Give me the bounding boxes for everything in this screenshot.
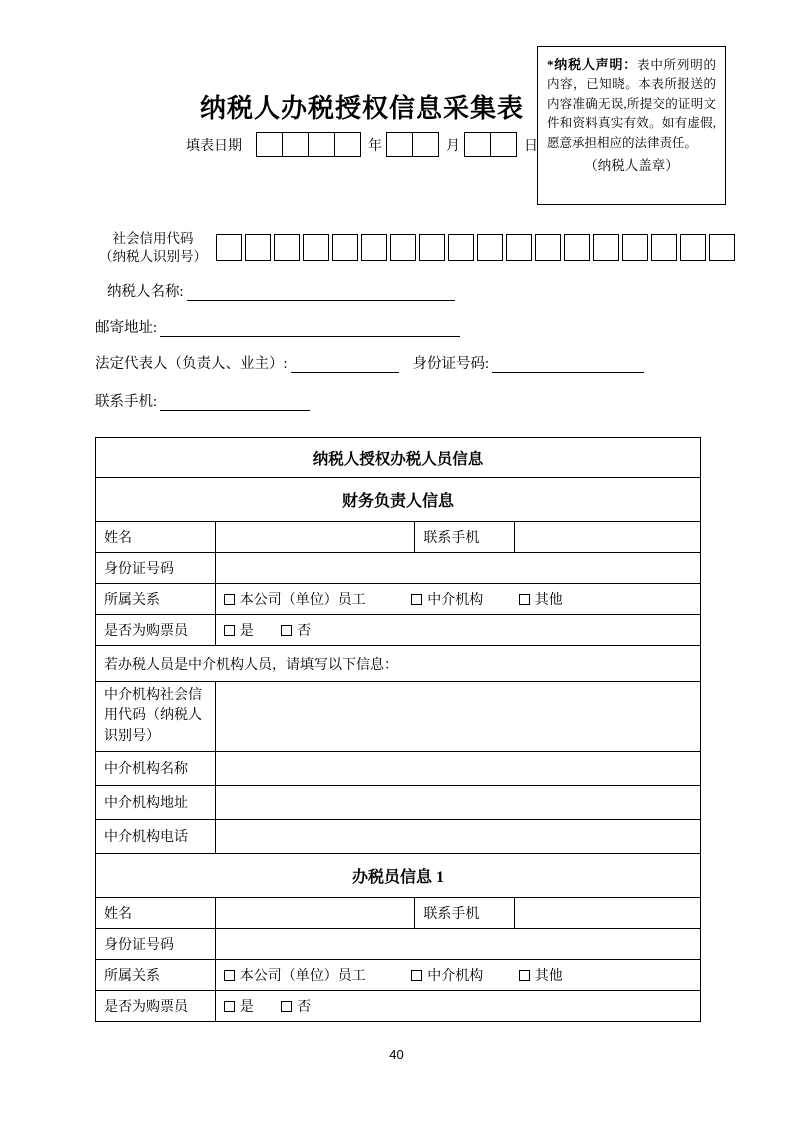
- checkbox-icon[interactable]: [281, 1001, 292, 1012]
- checkbox-icon[interactable]: [519, 594, 530, 605]
- mailing-address-field: [95, 316, 460, 337]
- table-title: 纳税人授权办税人员信息: [96, 438, 701, 478]
- option-label: 否: [297, 624, 312, 639]
- checkbox-icon[interactable]: [224, 970, 235, 981]
- finance-ticket-option-yes[interactable]: [224, 620, 254, 640]
- legal-representative-input-line[interactable]: [291, 356, 399, 373]
- checkbox-icon[interactable]: [411, 594, 422, 605]
- option-label: 本公司（单位）员工: [239, 968, 366, 984]
- credit-code-label-line2: （纳税人识别号）: [99, 248, 207, 264]
- agency-phone-row: [96, 819, 701, 853]
- option-label: 是: [239, 999, 254, 1015]
- clerk-relation-option-employee[interactable]: [224, 965, 366, 985]
- month-unit-label: 月: [446, 138, 460, 154]
- option-label: 本公司（单位）员工: [239, 593, 366, 608]
- agency-code-value-cell[interactable]: [215, 682, 700, 752]
- mailing-address-input-line[interactable]: [160, 320, 460, 337]
- taxpayer-declaration-box: [537, 46, 726, 205]
- agency-code-label: 中介机构社会信用代码（纳税人识别号）: [96, 682, 216, 752]
- mailing-address-label: 邮寄地址:: [95, 320, 158, 336]
- option-label: 否: [297, 999, 312, 1015]
- finance-section-header: 财务负责人信息: [96, 478, 701, 522]
- finance-id-value-cell[interactable]: [215, 553, 700, 584]
- taxpayer-name-label: 纳税人名称:: [107, 284, 184, 300]
- finance-section-header-row: [96, 478, 701, 522]
- taxpayer-name-field: [107, 280, 455, 301]
- id-number-input-line[interactable]: [492, 356, 644, 373]
- clerk-name-phone-row: [96, 897, 701, 928]
- legal-representative-label: 法定代表人（负责人、业主）:: [95, 356, 288, 372]
- agency-code-row: [96, 682, 701, 752]
- credit-code-row: [95, 230, 735, 265]
- declaration-body: 表中所列明的内容，已知晓。本表所报送的内容准确无误,所提交的证明文件和资料真实有效。如有虚假,愿意承担相应的法律责任。: [547, 58, 716, 150]
- checkbox-icon[interactable]: [519, 970, 530, 981]
- agency-note-row: [96, 646, 701, 682]
- checkbox-icon[interactable]: [281, 625, 292, 636]
- clerk-relation-options-cell: [215, 959, 700, 990]
- finance-ticket-options-cell: [215, 615, 700, 646]
- day-unit-label: 日: [524, 138, 538, 154]
- taxpayer-name-input-line[interactable]: [187, 284, 455, 301]
- checkbox-icon[interactable]: [224, 1001, 235, 1012]
- year-unit-label: 年: [368, 138, 382, 154]
- id-number-label: 身份证号码:: [412, 356, 490, 372]
- checkbox-icon[interactable]: [224, 594, 235, 605]
- clerk-ticket-row: [96, 990, 701, 1021]
- agency-address-value-cell[interactable]: [215, 785, 700, 819]
- contact-phone-input-line[interactable]: [160, 394, 310, 411]
- finance-ticket-option-no[interactable]: [281, 620, 311, 640]
- finance-relation-option-other[interactable]: [519, 589, 563, 609]
- year-input-boxes[interactable]: [256, 132, 361, 157]
- finance-name-label: 姓名: [96, 522, 216, 553]
- finance-id-row: [96, 553, 701, 584]
- declaration-lead: *纳税人声明：: [547, 57, 638, 72]
- clerk-ticket-option-yes[interactable]: [224, 996, 254, 1016]
- finance-relation-options-cell: [215, 584, 700, 615]
- finance-phone-label: 联系手机: [415, 522, 515, 553]
- option-label: 是: [239, 624, 254, 639]
- agency-phone-label: 中介机构电话: [96, 819, 216, 853]
- finance-phone-value-cell[interactable]: [515, 522, 701, 553]
- checkbox-icon[interactable]: [411, 970, 422, 981]
- agency-name-label: 中介机构名称: [96, 751, 216, 785]
- fill-date-row: [186, 132, 538, 157]
- agency-address-row: [96, 785, 701, 819]
- clerk-id-label: 身份证号码: [96, 928, 216, 959]
- agency-note: 若办税人员是中介机构人员，请填写以下信息：: [96, 646, 701, 682]
- clerk-name-value-cell[interactable]: [215, 897, 415, 928]
- clerk-relation-option-other[interactable]: [519, 965, 563, 985]
- page-number: 40: [389, 1047, 404, 1062]
- agency-name-value-cell[interactable]: [215, 751, 700, 785]
- finance-relation-label: 所属关系: [96, 584, 216, 615]
- clerk-section-header: 办税员信息 1: [96, 853, 701, 897]
- finance-relation-option-employee[interactable]: [224, 589, 366, 609]
- checkbox-icon[interactable]: [224, 625, 235, 636]
- agency-address-label: 中介机构地址: [96, 785, 216, 819]
- clerk-id-value-cell[interactable]: [215, 928, 700, 959]
- credit-code-label-line1: 社会信用代码: [112, 231, 194, 246]
- finance-ticket-row: [96, 615, 701, 646]
- month-input-boxes[interactable]: [386, 132, 439, 157]
- finance-relation-row: [96, 584, 701, 615]
- option-label: 其他: [534, 968, 563, 984]
- credit-code-input-boxes[interactable]: [216, 234, 735, 261]
- clerk-relation-label: 所属关系: [96, 959, 216, 990]
- agency-name-row: [96, 751, 701, 785]
- clerk-name-label: 姓名: [96, 897, 216, 928]
- table-title-row: [96, 438, 701, 478]
- authorized-personnel-table: [95, 437, 701, 1022]
- legal-representative-field: [95, 352, 644, 373]
- finance-relation-option-agency[interactable]: [411, 589, 483, 609]
- clerk-section-header-row: [96, 853, 701, 897]
- day-input-boxes[interactable]: [464, 132, 517, 157]
- contact-phone-field: [95, 390, 310, 411]
- agency-phone-value-cell[interactable]: [215, 819, 700, 853]
- clerk-ticket-options-cell: [215, 990, 700, 1021]
- option-label: 其他: [534, 593, 563, 608]
- finance-name-phone-row: [96, 522, 701, 553]
- finance-name-value-cell[interactable]: [215, 522, 415, 553]
- contact-phone-label: 联系手机:: [95, 394, 158, 410]
- finance-id-label: 身份证号码: [96, 553, 216, 584]
- clerk-relation-option-agency[interactable]: [411, 965, 483, 985]
- option-label: 中介机构: [427, 593, 484, 608]
- credit-code-label: [95, 230, 211, 265]
- clerk-ticket-label: 是否为购票员: [96, 990, 216, 1021]
- taxpayer-stamp-label: （纳税人盖章）: [584, 157, 679, 173]
- clerk-phone-value-cell[interactable]: [515, 897, 701, 928]
- clerk-phone-label: 联系手机: [415, 897, 515, 928]
- page-title: 纳税人办税授权信息采集表: [200, 94, 525, 123]
- option-label: 中介机构: [427, 968, 484, 984]
- clerk-relation-row: [96, 959, 701, 990]
- clerk-ticket-option-no[interactable]: [281, 996, 311, 1016]
- finance-ticket-label: 是否为购票员: [96, 615, 216, 646]
- clerk-id-row: [96, 928, 701, 959]
- fill-date-label: 填表日期: [186, 138, 242, 154]
